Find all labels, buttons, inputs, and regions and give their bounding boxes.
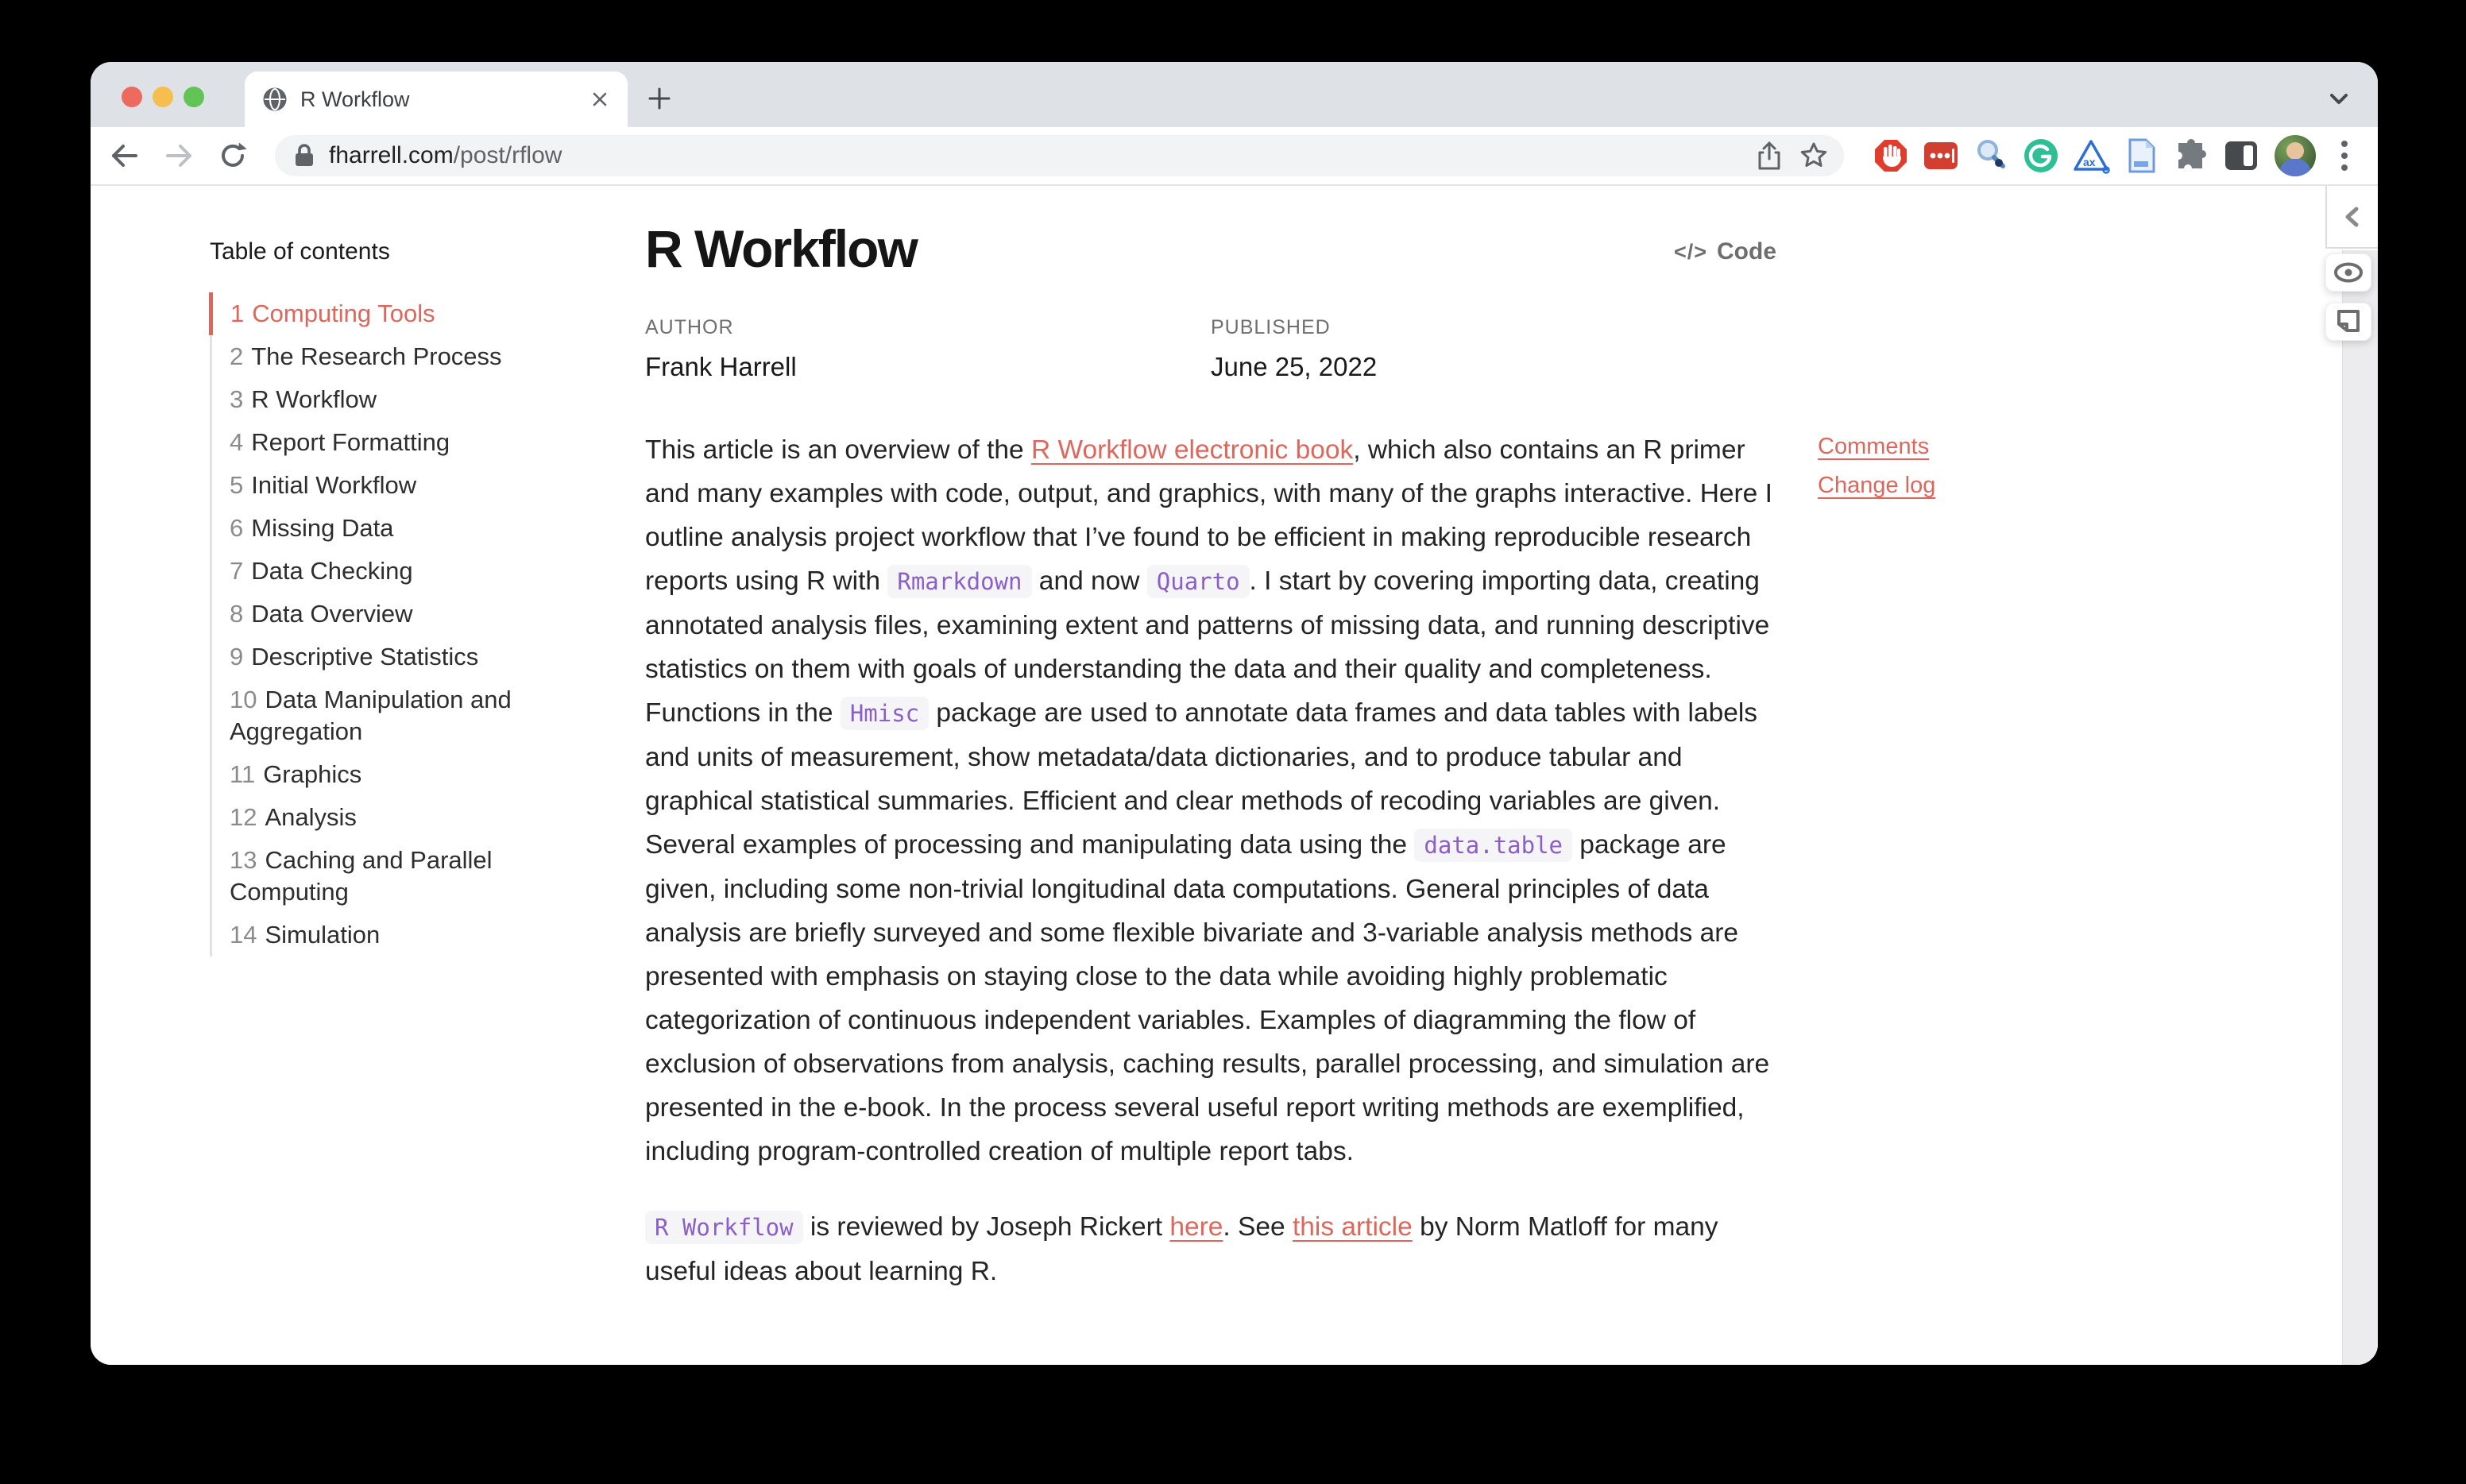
inline-link[interactable]: this article bbox=[1292, 1212, 1413, 1242]
text-run: and now bbox=[1031, 566, 1147, 596]
new-note-button[interactable] bbox=[2325, 303, 2371, 341]
sidebar-toggle-icon[interactable] bbox=[2222, 137, 2260, 175]
browser-toolbar bbox=[91, 127, 2378, 186]
toc-item[interactable] bbox=[212, 464, 551, 507]
browser-tab[interactable] bbox=[245, 71, 628, 127]
toc-item-number: 7 bbox=[230, 557, 244, 585]
article-meta bbox=[645, 316, 1776, 382]
toc-item-number: 10 bbox=[230, 686, 257, 713]
toc-item[interactable] bbox=[212, 678, 551, 753]
page-content bbox=[91, 186, 2378, 1365]
author-name: Frank Harrell bbox=[645, 352, 797, 381]
tab-close-icon[interactable] bbox=[589, 89, 610, 110]
bookmark-star-icon[interactable] bbox=[1798, 140, 1830, 172]
page-title: R Workflow bbox=[645, 219, 917, 278]
toc-item[interactable] bbox=[212, 378, 551, 421]
toc-item-label: Caching and Parallel Computing bbox=[230, 846, 493, 906]
author-label: AUTHOR bbox=[645, 316, 734, 338]
axe-devtools-icon[interactable] bbox=[2072, 137, 2110, 175]
code-button[interactable] bbox=[1674, 238, 1776, 265]
password-manager-icon[interactable] bbox=[1922, 137, 1960, 175]
article-paragraph-1 bbox=[645, 428, 1776, 1173]
toc-title: Table of contents bbox=[210, 238, 390, 265]
toc-item-number: 11 bbox=[230, 760, 256, 788]
tab-search-chevron-icon[interactable] bbox=[2320, 81, 2358, 116]
toc-item-number: 6 bbox=[230, 514, 244, 542]
toc-item-number: 9 bbox=[230, 643, 244, 671]
text-run: by Norm Matloff for many useful ideas about learning R. bbox=[645, 1212, 1718, 1286]
toc-item-number: 1 bbox=[230, 300, 245, 327]
tab-strip bbox=[91, 62, 2378, 127]
tab-title: R Workflow bbox=[300, 87, 410, 111]
toc-item[interactable] bbox=[212, 839, 551, 914]
toc-item-number: 13 bbox=[230, 846, 257, 874]
toc-item[interactable] bbox=[212, 914, 551, 956]
toc-item-label: Computing Tools bbox=[252, 300, 435, 327]
avatar-face bbox=[2286, 142, 2304, 160]
traffic-lights bbox=[122, 87, 204, 107]
text-run: . I start by covering importing data, creating annotated analysis files, examining extent and patterns of missing data, and running descriptive statistics on them with goals of understanding the data and their quality and completeness. Functions in the bbox=[645, 566, 1770, 728]
svg-text:ax: ax bbox=[2083, 156, 2096, 168]
side-link[interactable]: Change log bbox=[1818, 473, 1936, 498]
url-text[interactable] bbox=[329, 142, 1755, 169]
toc-item-label: The Research Process bbox=[251, 342, 502, 370]
toc-item[interactable] bbox=[212, 593, 551, 636]
annotation-sidebar-toggle[interactable] bbox=[2325, 186, 2378, 249]
code-button-label: Code bbox=[1717, 238, 1776, 265]
document-icon[interactable] bbox=[2122, 137, 2160, 175]
toc-item[interactable] bbox=[212, 550, 551, 593]
toc-item-number: 12 bbox=[230, 803, 257, 831]
toc-item-label: Descriptive Statistics bbox=[251, 643, 479, 671]
toc-item[interactable] bbox=[212, 796, 551, 839]
toc-item[interactable] bbox=[212, 636, 551, 678]
toc-item-number: 14 bbox=[230, 921, 257, 949]
side-link[interactable]: Comments bbox=[1818, 434, 1930, 459]
toc-item-label: Initial Workflow bbox=[251, 471, 417, 499]
image-search-icon[interactable] bbox=[1972, 137, 2010, 175]
grammarly-icon[interactable] bbox=[2022, 137, 2060, 175]
inline-link[interactable]: R Workflow electronic book bbox=[1030, 435, 1354, 465]
avatar-body bbox=[2279, 159, 2311, 176]
new-tab-button[interactable] bbox=[642, 81, 677, 116]
annotation-sidebar-strip bbox=[2342, 250, 2378, 1365]
forward-icon[interactable] bbox=[160, 137, 197, 174]
toc-item-label: Data Overview bbox=[251, 600, 413, 628]
toc-list bbox=[210, 292, 551, 956]
toc-item-label: R Workflow bbox=[251, 385, 377, 413]
inline-code: Hmisc bbox=[841, 697, 929, 730]
lock-icon[interactable] bbox=[292, 142, 316, 169]
text-run: is reviewed by Joseph Rickert bbox=[802, 1212, 1170, 1242]
toc-item-number: 3 bbox=[230, 385, 244, 413]
published-date: June 25, 2022 bbox=[1211, 352, 1378, 381]
toc-item[interactable] bbox=[212, 421, 551, 464]
code-angle-brackets-icon: </> bbox=[1673, 239, 1707, 264]
toc-item-number: 5 bbox=[230, 471, 244, 499]
toc-item-label: Data Checking bbox=[251, 557, 413, 585]
toc-item-label: Graphics bbox=[263, 760, 362, 788]
close-window-button[interactable] bbox=[122, 87, 142, 107]
inline-code: Rmarkdown bbox=[887, 565, 1031, 598]
published-label: PUBLISHED bbox=[1211, 316, 1331, 338]
url-host: fharrell.com bbox=[329, 142, 454, 168]
inline-code: R Workflow bbox=[645, 1211, 803, 1244]
toc-item-label: Analysis bbox=[265, 803, 357, 831]
inline-link[interactable]: here bbox=[1169, 1212, 1223, 1242]
minimize-window-button[interactable] bbox=[153, 87, 173, 107]
zoom-window-button[interactable] bbox=[184, 87, 204, 107]
text-run: This article is an overview of the bbox=[645, 435, 1031, 465]
toc-item[interactable] bbox=[212, 507, 551, 550]
sticky-note-icon bbox=[2335, 308, 2362, 335]
share-icon[interactable] bbox=[1755, 140, 1784, 172]
toc-item[interactable] bbox=[209, 292, 551, 335]
toc-item[interactable] bbox=[212, 335, 551, 378]
eye-icon bbox=[2333, 261, 2364, 284]
toc-item[interactable] bbox=[212, 753, 551, 796]
adblock-icon[interactable] bbox=[1872, 137, 1910, 175]
toc-item-label: Simulation bbox=[265, 921, 381, 949]
profile-avatar[interactable] bbox=[2275, 135, 2316, 176]
toc-item-number: 4 bbox=[230, 428, 244, 456]
reload-icon[interactable] bbox=[215, 137, 251, 174]
toc-item-number: 8 bbox=[230, 600, 244, 628]
inline-code: data.table bbox=[1414, 829, 1572, 862]
back-icon[interactable] bbox=[106, 137, 143, 174]
article-paragraph-2 bbox=[645, 1205, 1776, 1293]
text-run: package are used to annotate data frames and data tables with labels and units of measurement, show metadata/data dictionaries, and to produce tabular and graphical statistical summaries. Efficient and clear methods of recoding variables are given. Several examples of processing and manipulating data using the bbox=[645, 698, 1758, 860]
text-run: package are given, including some non-trivial longitudinal data computations. General principles of data analysis are briefly surveyed and some flexible bivariate and 3-variable analysis methods are presented with emphasis on staying close to the data while avoiding highly problematic categorization of continuous independent variables. Examples of diagramming the flow of exclusion of observations from analysis, caching results, parallel processing, and simulation are presented in the e-book. In the process several useful report writing methods are exemplified, including program-controlled creation of multiple report tabs. bbox=[645, 830, 1770, 1166]
kebab-menu-icon[interactable] bbox=[2329, 137, 2360, 175]
globe-favicon-icon bbox=[262, 87, 288, 112]
side-links bbox=[1818, 434, 1935, 499]
url-path: /post/rflow bbox=[453, 142, 562, 168]
inline-code: Quarto bbox=[1147, 565, 1250, 598]
text-run: , which also contains an R primer and many examples with code, output, and graphics, with many of the graphs interactive. Here I outline analysis project workflow that I’ve found to be efficient in making reproducible research reports using R with bbox=[645, 435, 1772, 596]
address-bar[interactable] bbox=[275, 135, 1844, 176]
toc-item-number: 2 bbox=[230, 342, 244, 370]
puzzle-extensions-icon[interactable] bbox=[2172, 137, 2210, 175]
toc-item-label: Report Formatting bbox=[251, 428, 450, 456]
highlights-visibility-button[interactable] bbox=[2325, 253, 2371, 292]
toc-item-label: Missing Data bbox=[251, 514, 394, 542]
article bbox=[645, 219, 1776, 1293]
text-run: . See bbox=[1223, 1212, 1293, 1242]
table-of-contents bbox=[210, 238, 551, 956]
toc-item-label: Data Manipulation and Aggregation bbox=[230, 686, 512, 745]
browser-window bbox=[91, 62, 2378, 1365]
